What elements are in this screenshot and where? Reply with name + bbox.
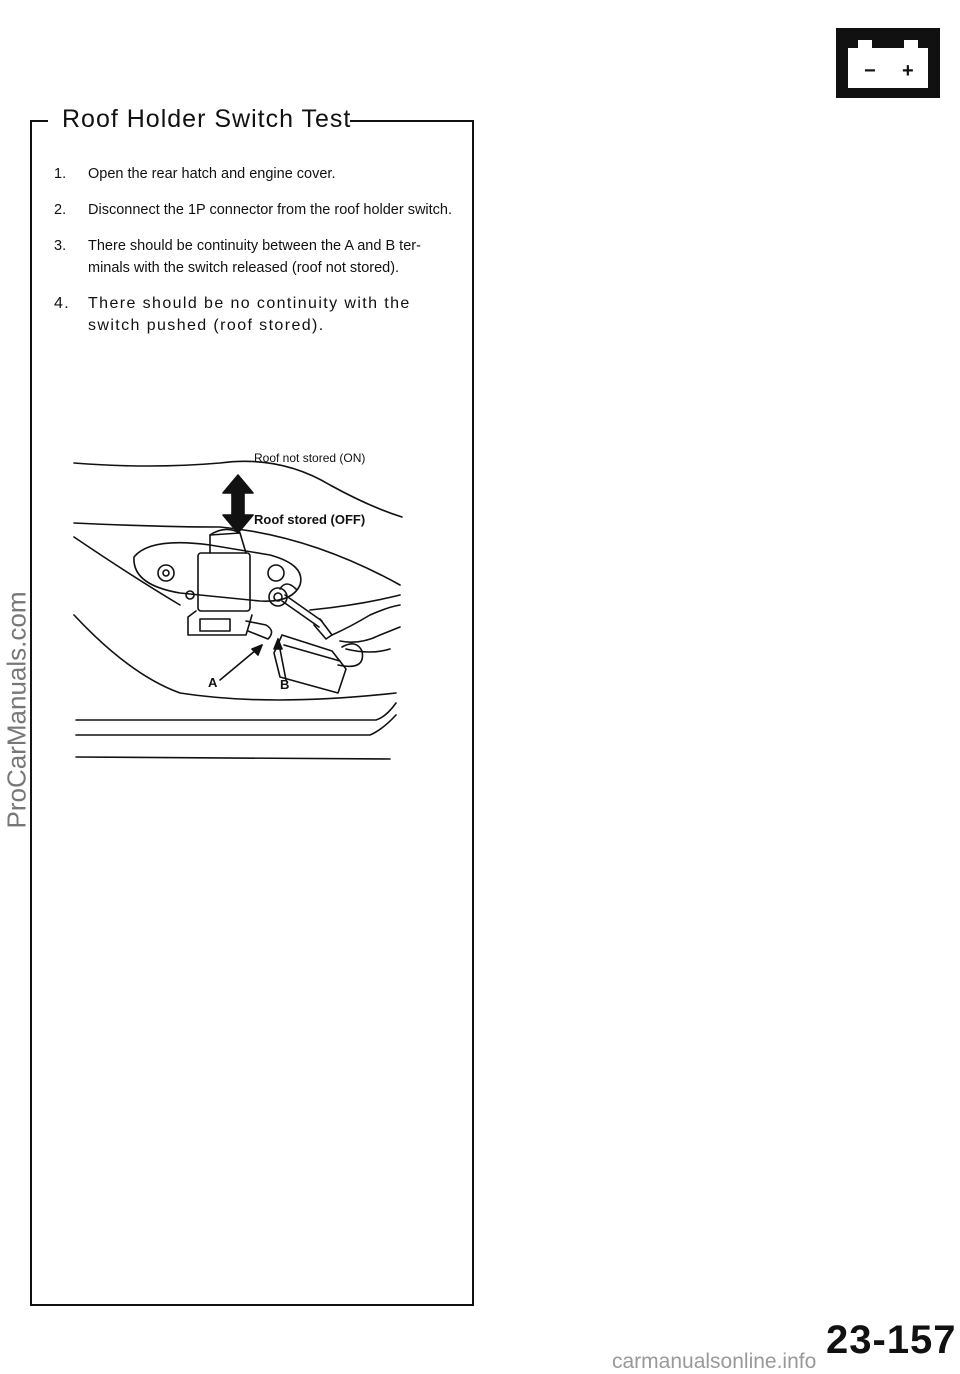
- roof-holder-switch-illustration: [70, 445, 410, 775]
- step-text: Disconnect the 1P connector from the roof holder switch.: [88, 202, 453, 218]
- roof-not-stored-label: Roof not stored (ON): [254, 451, 366, 465]
- frame-top-right-rule: [350, 120, 472, 122]
- battery-plus-symbol: +: [902, 60, 914, 82]
- procedure-steps: [54, 163, 458, 351]
- step-text: There should be no continuity with the switch pushed (roof stored).: [88, 295, 411, 334]
- page-number: 23-157: [826, 1318, 957, 1362]
- step-2: [54, 199, 458, 221]
- step-number: 2.: [54, 202, 67, 218]
- left-watermark-text: ProCarManuals.com: [1, 591, 32, 829]
- section-title: Roof Holder Switch Test: [62, 105, 352, 133]
- step-text: Open the rear hatch and engine cover.: [88, 166, 336, 182]
- step-1: [54, 163, 458, 185]
- step-3: [54, 235, 458, 279]
- step-text: There should be continuity between the A and B ter-minals with the switch released (roof not stored).: [88, 238, 421, 276]
- battery-minus-symbol: −: [864, 60, 876, 82]
- bottom-watermark: carmanualsonline.info: [612, 1350, 817, 1373]
- step-4: [54, 293, 458, 337]
- step-number: 3.: [54, 238, 67, 254]
- step-number: 4.: [54, 295, 71, 312]
- terminal-a-label: A: [208, 675, 218, 690]
- roof-stored-label: Roof stored (OFF): [254, 512, 366, 527]
- left-watermark: [2, 560, 32, 860]
- frame-top-left-rule: [30, 120, 48, 122]
- step-number: 1.: [54, 166, 67, 182]
- switch-drawing: [70, 445, 410, 775]
- battery-body: [848, 48, 928, 88]
- terminal-b-label: B: [280, 677, 290, 692]
- battery-icon: [836, 28, 940, 98]
